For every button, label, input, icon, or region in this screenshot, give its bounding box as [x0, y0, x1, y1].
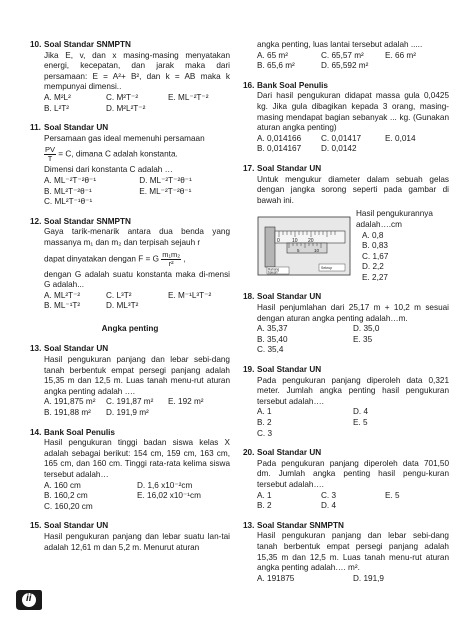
option: C. 3 [257, 428, 273, 438]
screw-label: Sekrup [321, 266, 333, 271]
question-text: Hasil pengukuran tinggi badan siswa kelas X adalah sebagai berikut: 154 cm, 159 cm, 163 cm, 165 cm, dan 160 cm. Tinggi rata-rata kelima siswa tersebut adalah… [44, 438, 230, 479]
option: E. 5 [385, 490, 400, 500]
question-15-continued [243, 40, 449, 72]
option: D. 191,9 [353, 573, 384, 583]
option: A. 1 [257, 490, 272, 500]
option: A. 35,37 [257, 324, 288, 334]
option: B. L²T² [44, 103, 70, 113]
page-number: ii [26, 593, 32, 604]
question-text: Hasil penjumlahan dari 25,17 m + 10,2 m sesuai dengan aturan angka penting adalah…m. [257, 303, 449, 323]
question-number: 14. [30, 427, 42, 437]
option: B. 35,40 [257, 334, 288, 344]
question-text: Jika E, v, dan x masing-masing menyatakan energi, kecepatan, dan jarak maka dari persamaan: E = A²+ B², dan k = AB maka k mempunyai dimensi.. [44, 50, 230, 92]
left-column [30, 40, 230, 562]
formula-tail: , [183, 254, 186, 264]
option: E. M⁻¹L³T⁻² [168, 290, 212, 300]
formula [30, 251, 230, 268]
jaw-label: bawah [268, 270, 278, 275]
question-16 [243, 81, 449, 155]
option: D. 0,0142 [321, 144, 357, 154]
option: D. 4 [353, 407, 369, 417]
option: C. L³T² [106, 290, 132, 300]
question-number: 13. [30, 344, 42, 354]
question-13b [243, 521, 449, 585]
scale-label: 10 [292, 238, 298, 245]
option: A. ML⁻²T⁻²θ⁻¹ [44, 175, 97, 185]
option: A. 65 m² [257, 50, 288, 60]
option: E. ML⁻²T⁻²θ⁻¹ [139, 186, 192, 196]
question-source: Soal Standar SNMPTN [44, 40, 131, 49]
option: E. 192 m² [168, 397, 204, 407]
option: C. 3 [321, 490, 337, 500]
option: D. 191,9 m² [106, 408, 149, 418]
option: B. 65,6 m² [257, 61, 295, 71]
question-source: Soal Standar SNMPTN [257, 520, 344, 530]
question-source: Soal Standar UN [44, 521, 109, 531]
question-text: Persamaan gas ideal memenuhi persamaan [44, 133, 205, 143]
question-number: 17. [243, 163, 255, 173]
option: E. 2,27 [362, 272, 388, 282]
option: D. 1,6 x10⁻²cm [137, 480, 193, 490]
option: B. 191,88 m² [44, 408, 91, 418]
option: C. ML²T⁻¹θ⁻¹ [44, 197, 93, 207]
fraction-denominator: T [47, 154, 53, 164]
question-text: Pada pengukuran panjang diperoleh data 0,321 meter. Jumlah angka penting hasil pengukuran tersebut adalah…. [257, 375, 449, 406]
scale-label: 20 [308, 238, 314, 245]
option: D. 4 [321, 501, 337, 511]
vernier-scale-label: 5 [297, 248, 300, 254]
question-19 [243, 365, 449, 439]
option: A. 160 cm [44, 480, 81, 490]
option: E. 35 [353, 334, 373, 344]
question-source: Soal Standar UN [257, 365, 322, 375]
question-number: 13. [243, 520, 255, 530]
question-number: 19. [243, 365, 255, 375]
question-10 [30, 40, 230, 114]
question-text: Pada pengukuran panjang diperoleh data 701,50 dm. Jumlah angka penting hasil pengu-kuran tersebut adalah…. [257, 458, 449, 489]
question-12 [30, 217, 230, 312]
option: E. ML⁻²T⁻² [168, 92, 209, 102]
question-text: Dari hasil pengukuran didapat massa gula 0,0425 kg. Jika gula dibagikan kepada 3 orang, masing-masing mendapat bagian sebanyak ... kg. (Gunakan aturan angka penting) [257, 91, 449, 133]
question-number: 12. [30, 216, 42, 226]
question-text: Hasil pengukuran panjang dan lebar suatu lan-tai adalah 12,61 m dan 5,2 m. Menurut aturan [44, 531, 230, 552]
option: A. 0,8 [362, 230, 384, 240]
question-source: Soal Standar UN [44, 344, 109, 354]
option: A. 191875 [257, 573, 295, 583]
question-18 [243, 292, 449, 356]
option: C. 65,57 m² [321, 50, 364, 60]
fraction-denominator: r² [168, 258, 174, 268]
option: D. M²L²T⁻² [106, 103, 146, 113]
question-text: Hasil pengukuran panjang dan lebar sebi-dang tanah berbentuk empat persegi panjang adalah 15,35 m dan 12,5 m. Luas tanah menu-rut aturan angka penting adalah …. [44, 355, 230, 396]
question-source: Soal Standar UN [257, 292, 322, 302]
option: B. 2 [257, 418, 272, 427]
question-source: Soal Standar UN [44, 123, 109, 133]
question-text: Untuk mengukur diameter dalam sebuah gelas dengan jangka sorong seperti pada gambar di bawah ini. [257, 174, 449, 205]
option: C. 191,87 m² [106, 397, 154, 407]
question-text: angka penting, luas lantai tersebut adalah ..... [257, 40, 423, 49]
option: B. ML²T⁻²θ⁻¹ [44, 186, 92, 196]
option: B. 2 [257, 501, 272, 511]
option: C. 35,4 [257, 345, 284, 355]
option: E. 16,02 x10⁻¹cm [137, 491, 201, 501]
option: C. M²T⁻² [106, 92, 139, 102]
fraction-numerator: m₁m₂ [162, 249, 181, 259]
option: C. 0,01417 [321, 133, 362, 143]
option: E. 0,014 [385, 133, 416, 143]
question-source: Soal Standar UN [257, 163, 322, 173]
option: D. 65,592 m² [321, 61, 369, 71]
option: D. ML⁻²T⁻²θ⁻¹ [139, 175, 192, 185]
option: C. 1,67 [362, 251, 389, 261]
question-text: Gaya tarik-menarik antara dua benda yang massanya m₁ dan m₂ dan terpisah sejauh r [44, 227, 230, 247]
option: D. ML³T² [106, 301, 139, 311]
option: E. 66 m² [385, 50, 416, 60]
option: A. 0,014166 [257, 133, 302, 143]
option: B. ML⁻¹T² [44, 301, 81, 311]
question-number: 10. [30, 40, 42, 49]
question-source: Bank Soal Penulis [257, 80, 328, 90]
question-source: Soal Standar UN [257, 448, 322, 458]
question-17 [243, 164, 449, 284]
question-number: 18. [243, 292, 255, 302]
question-text: Hasil pengukuran panjang dan lebar sebi-dang tanah berbentuk empat persegi panjang adalah 15,35 m dan 12,5 m. Luas tanah menu-rut aturan angka penting adalah…. m². [257, 531, 449, 573]
option: D. 2,2 [362, 262, 384, 272]
scale-label: 0 [277, 238, 280, 245]
question-11 [30, 123, 230, 208]
question-number: 16. [243, 80, 255, 90]
question-number: 15. [30, 521, 42, 531]
option: A. M²L² [44, 92, 71, 102]
question-13 [30, 344, 230, 418]
question-text: dengan G adalah suatu konstanta maka di-mensi G adalah... [44, 269, 230, 290]
caliper-question: Hasil pengukurannya adalah….cm [356, 209, 433, 229]
option: D. 35,0 [353, 324, 380, 334]
section-title: Angka penting [101, 323, 159, 333]
option: C. 160,20 cm [44, 501, 93, 511]
option: A. 191,875 m² [44, 397, 96, 407]
option: B. 0,014167 [257, 144, 302, 154]
fraction-numerator: PV [45, 145, 56, 155]
formula [30, 146, 230, 163]
formula-tail: = C, dimana C adalah konstanta. [58, 150, 178, 160]
option: A. 1 [257, 407, 272, 417]
question-14 [30, 428, 230, 513]
right-column [243, 40, 449, 593]
vernier-scale-label: 10 [314, 248, 320, 254]
question-text: Dimensi dari konstanta C adalah … [44, 165, 173, 175]
question-number: 11. [30, 123, 41, 133]
option: B. 160,2 cm [44, 491, 88, 501]
question-number: 20. [243, 448, 255, 458]
option: A. ML²T⁻² [44, 290, 81, 300]
formula-head: dapat dinyatakan dengan F = G [44, 254, 159, 264]
vernier-caliper-illustration [257, 209, 352, 279]
question-15 [30, 521, 230, 553]
question-source: Bank Soal Penulis [44, 427, 115, 437]
jaw-label: Rahang [268, 267, 280, 272]
question-20 [243, 448, 449, 512]
option: B. 0,83 [362, 241, 388, 251]
option: E. 5 [353, 418, 368, 427]
question-source: Soal Standar SNMPTN [44, 216, 131, 226]
